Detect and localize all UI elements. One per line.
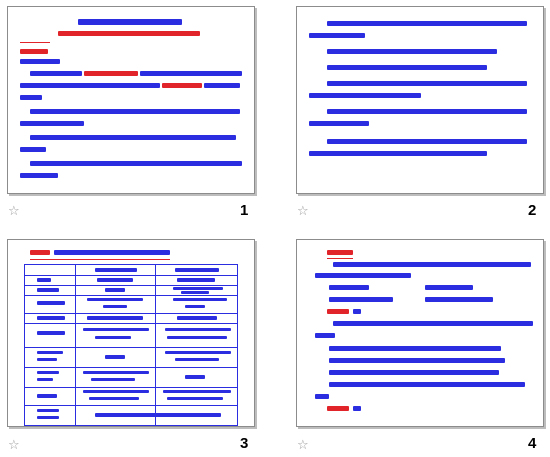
slide-2-canvas xyxy=(296,6,544,194)
slide-1-text-line xyxy=(20,173,58,178)
table-cell xyxy=(181,291,209,294)
slide-4-answer-label xyxy=(327,406,349,411)
slide-4-option xyxy=(329,346,501,351)
slide-4-question-line xyxy=(315,273,411,278)
slide-3-number: 3 xyxy=(240,435,249,452)
slide-4-option xyxy=(329,285,369,290)
table-cell xyxy=(97,278,133,282)
table-cell xyxy=(165,328,231,331)
slide-1-title xyxy=(78,19,182,25)
slide-2-text-line xyxy=(309,93,421,98)
slide-1-text-line xyxy=(20,83,160,88)
slide-4-answer-label xyxy=(327,309,349,314)
table-row-label xyxy=(37,288,59,292)
slide-1-text-line xyxy=(84,71,138,76)
slide-1-text-line xyxy=(162,83,202,88)
table-cell xyxy=(87,298,143,301)
table-cell xyxy=(103,305,127,308)
table-header-cell xyxy=(95,268,137,272)
slide-4-question-line xyxy=(333,321,533,326)
table-column-divider xyxy=(155,265,156,425)
table-cell xyxy=(177,316,217,320)
slide-2-text-line xyxy=(327,21,527,26)
slide-thumbnail-3[interactable] xyxy=(0,228,275,457)
slide-2-number: 2 xyxy=(528,202,537,219)
slide-1-section-heading xyxy=(20,49,48,54)
table-row-label xyxy=(37,351,63,354)
table-row-label xyxy=(37,378,53,381)
slide-4-star-icon[interactable]: ☆ xyxy=(297,438,309,453)
slide-thumbnail-1[interactable] xyxy=(0,0,275,228)
slide-4-option xyxy=(329,382,525,387)
table-header-cell xyxy=(175,268,219,272)
slide-4-heading xyxy=(327,250,353,255)
slide-4-option xyxy=(425,285,473,290)
slide-2-text-line xyxy=(309,121,369,126)
table-cell xyxy=(185,375,205,379)
table-cell xyxy=(83,390,149,393)
slide-2-text-line xyxy=(327,65,487,70)
table-row xyxy=(25,323,237,324)
table-row-label xyxy=(37,358,57,361)
table-cell xyxy=(105,288,125,292)
table-row xyxy=(25,295,237,296)
table-cell xyxy=(83,328,149,331)
table-cell xyxy=(177,278,215,282)
slide-3-heading xyxy=(30,250,50,255)
comparison-table xyxy=(24,264,238,426)
slide-3-heading xyxy=(54,250,170,255)
slide-1-canvas xyxy=(7,6,255,194)
table-row-label xyxy=(37,371,59,374)
table-cell xyxy=(89,397,139,400)
slide-1-text-line xyxy=(20,147,46,152)
slide-2-star-icon[interactable]: ☆ xyxy=(297,204,309,219)
slide-1-number: 1 xyxy=(240,202,249,219)
table-cell xyxy=(95,336,131,339)
slide-3-heading-underline xyxy=(30,259,170,260)
table-row-label xyxy=(37,316,65,320)
table-row xyxy=(25,347,237,348)
slide-4-canvas xyxy=(296,239,544,427)
table-row xyxy=(25,313,237,314)
slide-thumbnail-4[interactable] xyxy=(275,228,550,457)
table-row-label xyxy=(37,409,59,412)
table-row-label xyxy=(37,394,57,398)
slide-1-star-icon[interactable]: ☆ xyxy=(8,204,20,219)
slide-1-text-line xyxy=(204,83,240,88)
table-cell xyxy=(91,378,135,381)
slide-2-text-line xyxy=(327,139,527,144)
table-cell xyxy=(175,358,219,361)
slide-1-text-line xyxy=(30,71,82,76)
table-column-divider xyxy=(75,265,76,425)
slide-1-text-line xyxy=(20,121,84,126)
slide-2-text-line xyxy=(327,49,497,54)
table-cell xyxy=(165,351,231,354)
table-cell xyxy=(173,287,223,290)
slide-1-text-line xyxy=(140,71,242,76)
table-cell xyxy=(163,390,231,393)
slide-2-text-line xyxy=(309,151,487,156)
slide-1-text-line xyxy=(20,95,42,100)
table-row xyxy=(25,387,237,388)
slide-thumbnail-2[interactable] xyxy=(275,0,550,228)
slide-4-option xyxy=(329,297,393,302)
slide-4-number: 4 xyxy=(528,435,537,452)
slide-1-subtitle xyxy=(58,31,200,36)
table-cell xyxy=(87,316,143,320)
slide-4-question-line xyxy=(333,262,531,267)
slide-4-option xyxy=(329,370,499,375)
slide-2-text-line xyxy=(327,109,527,114)
slide-4-answer-value xyxy=(353,406,361,411)
slide-3-star-icon[interactable]: ☆ xyxy=(8,438,20,453)
slide-4-option xyxy=(315,394,329,399)
table-row xyxy=(25,275,237,276)
table-cell xyxy=(83,371,149,374)
slide-4-heading-underline xyxy=(327,258,353,259)
table-cell xyxy=(95,413,221,417)
slide-1-divider xyxy=(20,42,50,43)
slide-1-section-subheading xyxy=(20,59,60,64)
slide-4-answer-value xyxy=(353,309,361,314)
table-row-label xyxy=(37,416,59,419)
table-row-label xyxy=(37,331,65,335)
slide-4-question-line xyxy=(315,333,335,338)
slide-3-canvas xyxy=(7,239,255,427)
slide-1-text-line xyxy=(30,135,236,140)
table-cell xyxy=(167,397,223,400)
table-cell xyxy=(173,298,227,301)
table-row-label xyxy=(37,301,65,305)
table-row-label xyxy=(37,278,51,282)
slide-1-text-line xyxy=(30,109,240,114)
table-row xyxy=(25,285,237,286)
slide-4-option xyxy=(425,297,493,302)
slide-2-text-line xyxy=(327,81,527,86)
slide-1-text-line xyxy=(30,161,242,166)
table-cell xyxy=(105,355,125,359)
table-cell xyxy=(167,336,227,339)
slide-4-option xyxy=(329,358,505,363)
table-cell xyxy=(185,305,205,308)
table-row xyxy=(25,405,237,406)
slide-2-text-line xyxy=(309,33,365,38)
table-row xyxy=(25,367,237,368)
